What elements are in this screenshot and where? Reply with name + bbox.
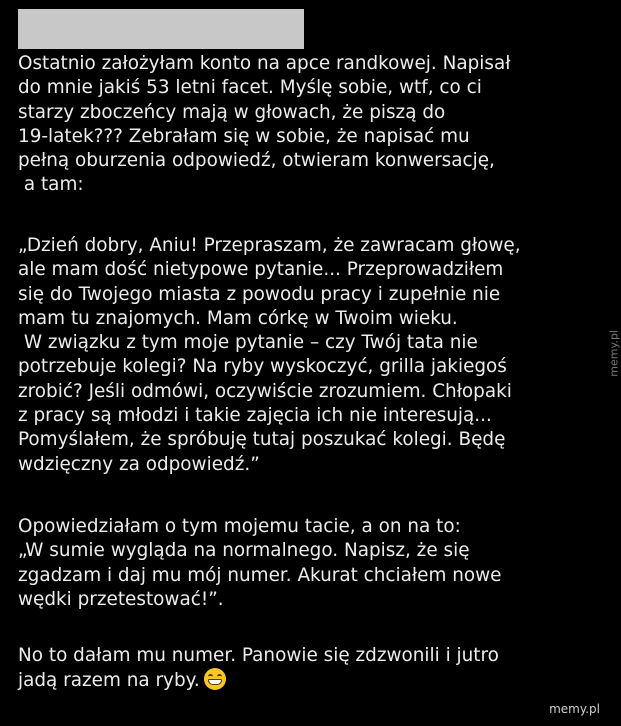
side-watermark: memy.pl: [608, 330, 621, 377]
text-line: Ostatnio założyłam konto na apce randkowej. Napisał: [18, 53, 511, 74]
text-line: Pomyślałem, że spróbuję tutaj poszukać kolegi. Będę: [18, 429, 506, 451]
text-line: z pracy są młodzi i takie zajęcia ich nie interesują...: [18, 405, 492, 427]
text-line: do mnie jakiś 53 letni facet. Myślę sobie, wtf, co ci: [18, 77, 482, 99]
story-paragraph-ending: [18, 644, 588, 694]
text-line: „W sumie wygląda na normalnego. Napisz, że się: [18, 540, 470, 562]
grinning-face-icon: [204, 668, 226, 690]
story-paragraph-intro: [18, 52, 588, 198]
text-line: zgadzam i daj mu mój numer. Akurat chciałem nowe: [18, 564, 502, 586]
text-line: a tam:: [18, 174, 84, 196]
story-paragraph-message: [18, 234, 588, 477]
text-line: wdzięczny za odpowiedź.”: [18, 453, 260, 475]
text-line: wędki przetestować!”.: [18, 588, 224, 610]
text-line: starzy zboczeńcy mają w głowach, że piszą do: [18, 101, 446, 123]
text-line: ale mam dość nietypowe pytanie... Przeprowadziłem: [18, 259, 504, 281]
text-line-with-emoji: [18, 668, 588, 693]
text-line: 19-latek??? Zebrałam się w sobie, że napisać mu: [18, 125, 470, 147]
text-line: mam tu znajomych. Mam córkę w Twoim wieku.: [18, 307, 458, 329]
text-line: No to dałam mu numer. Panowie się zdzwonili i jutro: [18, 645, 499, 666]
story-paragraph-dad-reply: [18, 515, 588, 612]
text-line: się do Twojego miasta z powodu pracy i zupełnie nie: [18, 283, 501, 305]
text-line: potrzebuje kolegi? Na ryby wyskoczyć, grilla jakiegoś: [18, 356, 507, 378]
redacted-username-bar: [18, 9, 304, 49]
text-line: jadą razem na ryby.: [18, 670, 200, 692]
text-line: pełną oburzenia odpowiedź, otwieram konwersację,: [18, 150, 495, 172]
corner-watermark: memy.pl: [549, 702, 600, 716]
text-line: zrobić? Jeśli odmówi, oczywiście zrozumiem. Chłopaki: [18, 380, 512, 402]
text-line: Opowiedziałam o tym mojemu tacie, a on na to:: [18, 516, 461, 537]
text-line: „Dzień dobry, Aniu! Przepraszam, że zawracam głowę,: [18, 235, 521, 256]
text-line: W związku z tym moje pytanie – czy Twój tata nie: [18, 332, 478, 354]
